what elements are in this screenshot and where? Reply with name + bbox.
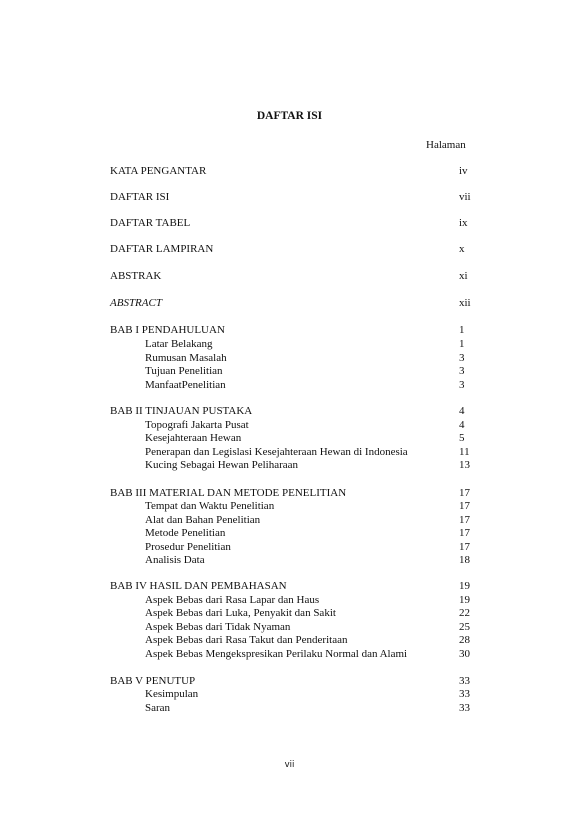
page-title: DAFTAR ISI (256, 110, 323, 122)
toc-entry (0, 269, 579, 283)
toc-section-page: 33 (459, 702, 470, 714)
toc-chapter (0, 323, 579, 337)
toc-section-page: 30 (459, 648, 470, 660)
toc-section-label: Aspek Bebas dari Rasa Lapar dan Haus (145, 594, 320, 606)
toc-section-page: 3 (459, 379, 465, 391)
toc-section (0, 553, 579, 567)
toc-section-label: Alat dan Bahan Penelitian (145, 514, 261, 526)
toc-section (0, 499, 579, 513)
toc-entry-page: vii (459, 191, 471, 203)
toc-chapter-page: 1 (459, 324, 465, 336)
toc-section-page: 17 (459, 527, 470, 539)
toc-section-label: Rumusan Masalah (145, 352, 227, 364)
toc-section (0, 633, 579, 647)
toc-entry-page: iv (459, 165, 468, 177)
toc-section (0, 540, 579, 554)
toc-section (0, 364, 579, 378)
toc-chapter (0, 486, 579, 500)
toc-section-page: 5 (459, 432, 465, 444)
toc-section-page: 19 (459, 594, 470, 606)
toc-entry-label: DAFTAR LAMPIRAN (110, 243, 214, 255)
toc-section-label: Penerapan dan Legislasi Kesejahteraan Hewan di Indonesia (145, 446, 408, 458)
page-number-footer: vii (284, 760, 295, 770)
toc-section-page: 4 (459, 419, 465, 431)
toc-section-label: Topografi Jakarta Pusat (145, 419, 249, 431)
toc-entry-page: xii (459, 297, 471, 309)
toc-section-page: 11 (459, 446, 470, 458)
page-column-header: Halaman (426, 139, 466, 151)
toc-section (0, 513, 579, 527)
toc-section-label: Saran (145, 702, 171, 714)
toc-section-label: Tujuan Penelitian (145, 365, 223, 377)
toc-entry-page: ix (459, 217, 468, 229)
toc-section-page: 22 (459, 607, 470, 619)
toc-chapter (0, 579, 579, 593)
toc-chapter-page: 4 (459, 405, 465, 417)
toc-entry-label: ABSTRACT (110, 297, 162, 309)
toc-entry-label: DAFTAR TABEL (110, 217, 191, 229)
toc-section (0, 458, 579, 472)
toc-chapter (0, 674, 579, 688)
toc-chapter-label: BAB II TINJAUAN PUSTAKA (110, 405, 253, 417)
toc-section (0, 337, 579, 351)
toc-section-page: 13 (459, 459, 470, 471)
toc-section (0, 606, 579, 620)
toc-chapter-label: BAB III MATERIAL DAN METODE PENELITIAN (110, 487, 347, 499)
toc-section (0, 431, 579, 445)
toc-section-page: 18 (459, 554, 470, 566)
toc-section-page: 3 (459, 352, 465, 364)
toc-entry-label: DAFTAR ISI (110, 191, 170, 203)
toc-section-page: 25 (459, 621, 470, 633)
toc-entry (0, 190, 579, 204)
toc-entry (0, 242, 579, 256)
toc-entry-label: KATA PENGANTAR (110, 165, 207, 177)
toc-section (0, 351, 579, 365)
toc-section (0, 526, 579, 540)
toc-chapter-label: BAB V PENUTUP (110, 675, 196, 687)
toc-chapter (0, 404, 579, 418)
toc-section (0, 701, 579, 715)
toc-chapter-page: 33 (459, 675, 470, 687)
toc-section-label: Aspek Bebas Mengekspresikan Perilaku Normal dan Alami (145, 648, 408, 660)
toc-section (0, 647, 579, 661)
toc-section (0, 378, 579, 392)
toc-section-label: Kesimpulan (145, 688, 199, 700)
toc-entry (0, 296, 579, 310)
toc-section-label: Prosedur Penelitian (145, 541, 231, 553)
toc-section-label: Aspek Bebas dari Luka, Penyakit dan Sakit (145, 607, 336, 619)
toc-section-page: 17 (459, 514, 470, 526)
toc-section-page: 17 (459, 500, 470, 512)
toc-chapter-label: BAB IV HASIL DAN PEMBAHASAN (110, 580, 287, 592)
toc-section (0, 418, 579, 432)
toc-section-label: Latar Belakang (145, 338, 213, 350)
toc-section-page: 28 (459, 634, 470, 646)
toc-section-label: Kucing Sebagai Hewan Peliharaan (145, 459, 299, 471)
toc-chapter-label: BAB I PENDAHULUAN (110, 324, 225, 336)
toc-entry-label: ABSTRAK (110, 270, 162, 282)
toc-entry-page: x (459, 243, 465, 255)
toc-section-page: 33 (459, 688, 470, 700)
toc-chapter-page: 17 (459, 487, 470, 499)
toc-section-page: 1 (459, 338, 465, 350)
toc-section-page: 3 (459, 365, 465, 377)
toc-section (0, 687, 579, 701)
toc-entry-page: xi (459, 270, 468, 282)
toc-section-label: Kesejahteraan Hewan (145, 432, 242, 444)
toc-section-page: 17 (459, 541, 470, 553)
toc-section-label: Tempat dan Waktu Penelitian (145, 500, 275, 512)
toc-section-label: Metode Penelitian (145, 527, 226, 539)
toc-entry (0, 216, 579, 230)
toc-section (0, 445, 579, 459)
toc-section (0, 593, 579, 607)
toc-section (0, 620, 579, 634)
toc-section-label: ManfaatPenelitian (145, 379, 226, 391)
toc-chapter-page: 19 (459, 580, 470, 592)
toc-section-label: Aspek Bebas dari Tidak Nyaman (145, 621, 291, 633)
toc-section-label: Analisis Data (145, 554, 205, 566)
toc-section-label: Aspek Bebas dari Rasa Takut dan Penderitaan (145, 634, 348, 646)
toc-entry (0, 164, 579, 178)
